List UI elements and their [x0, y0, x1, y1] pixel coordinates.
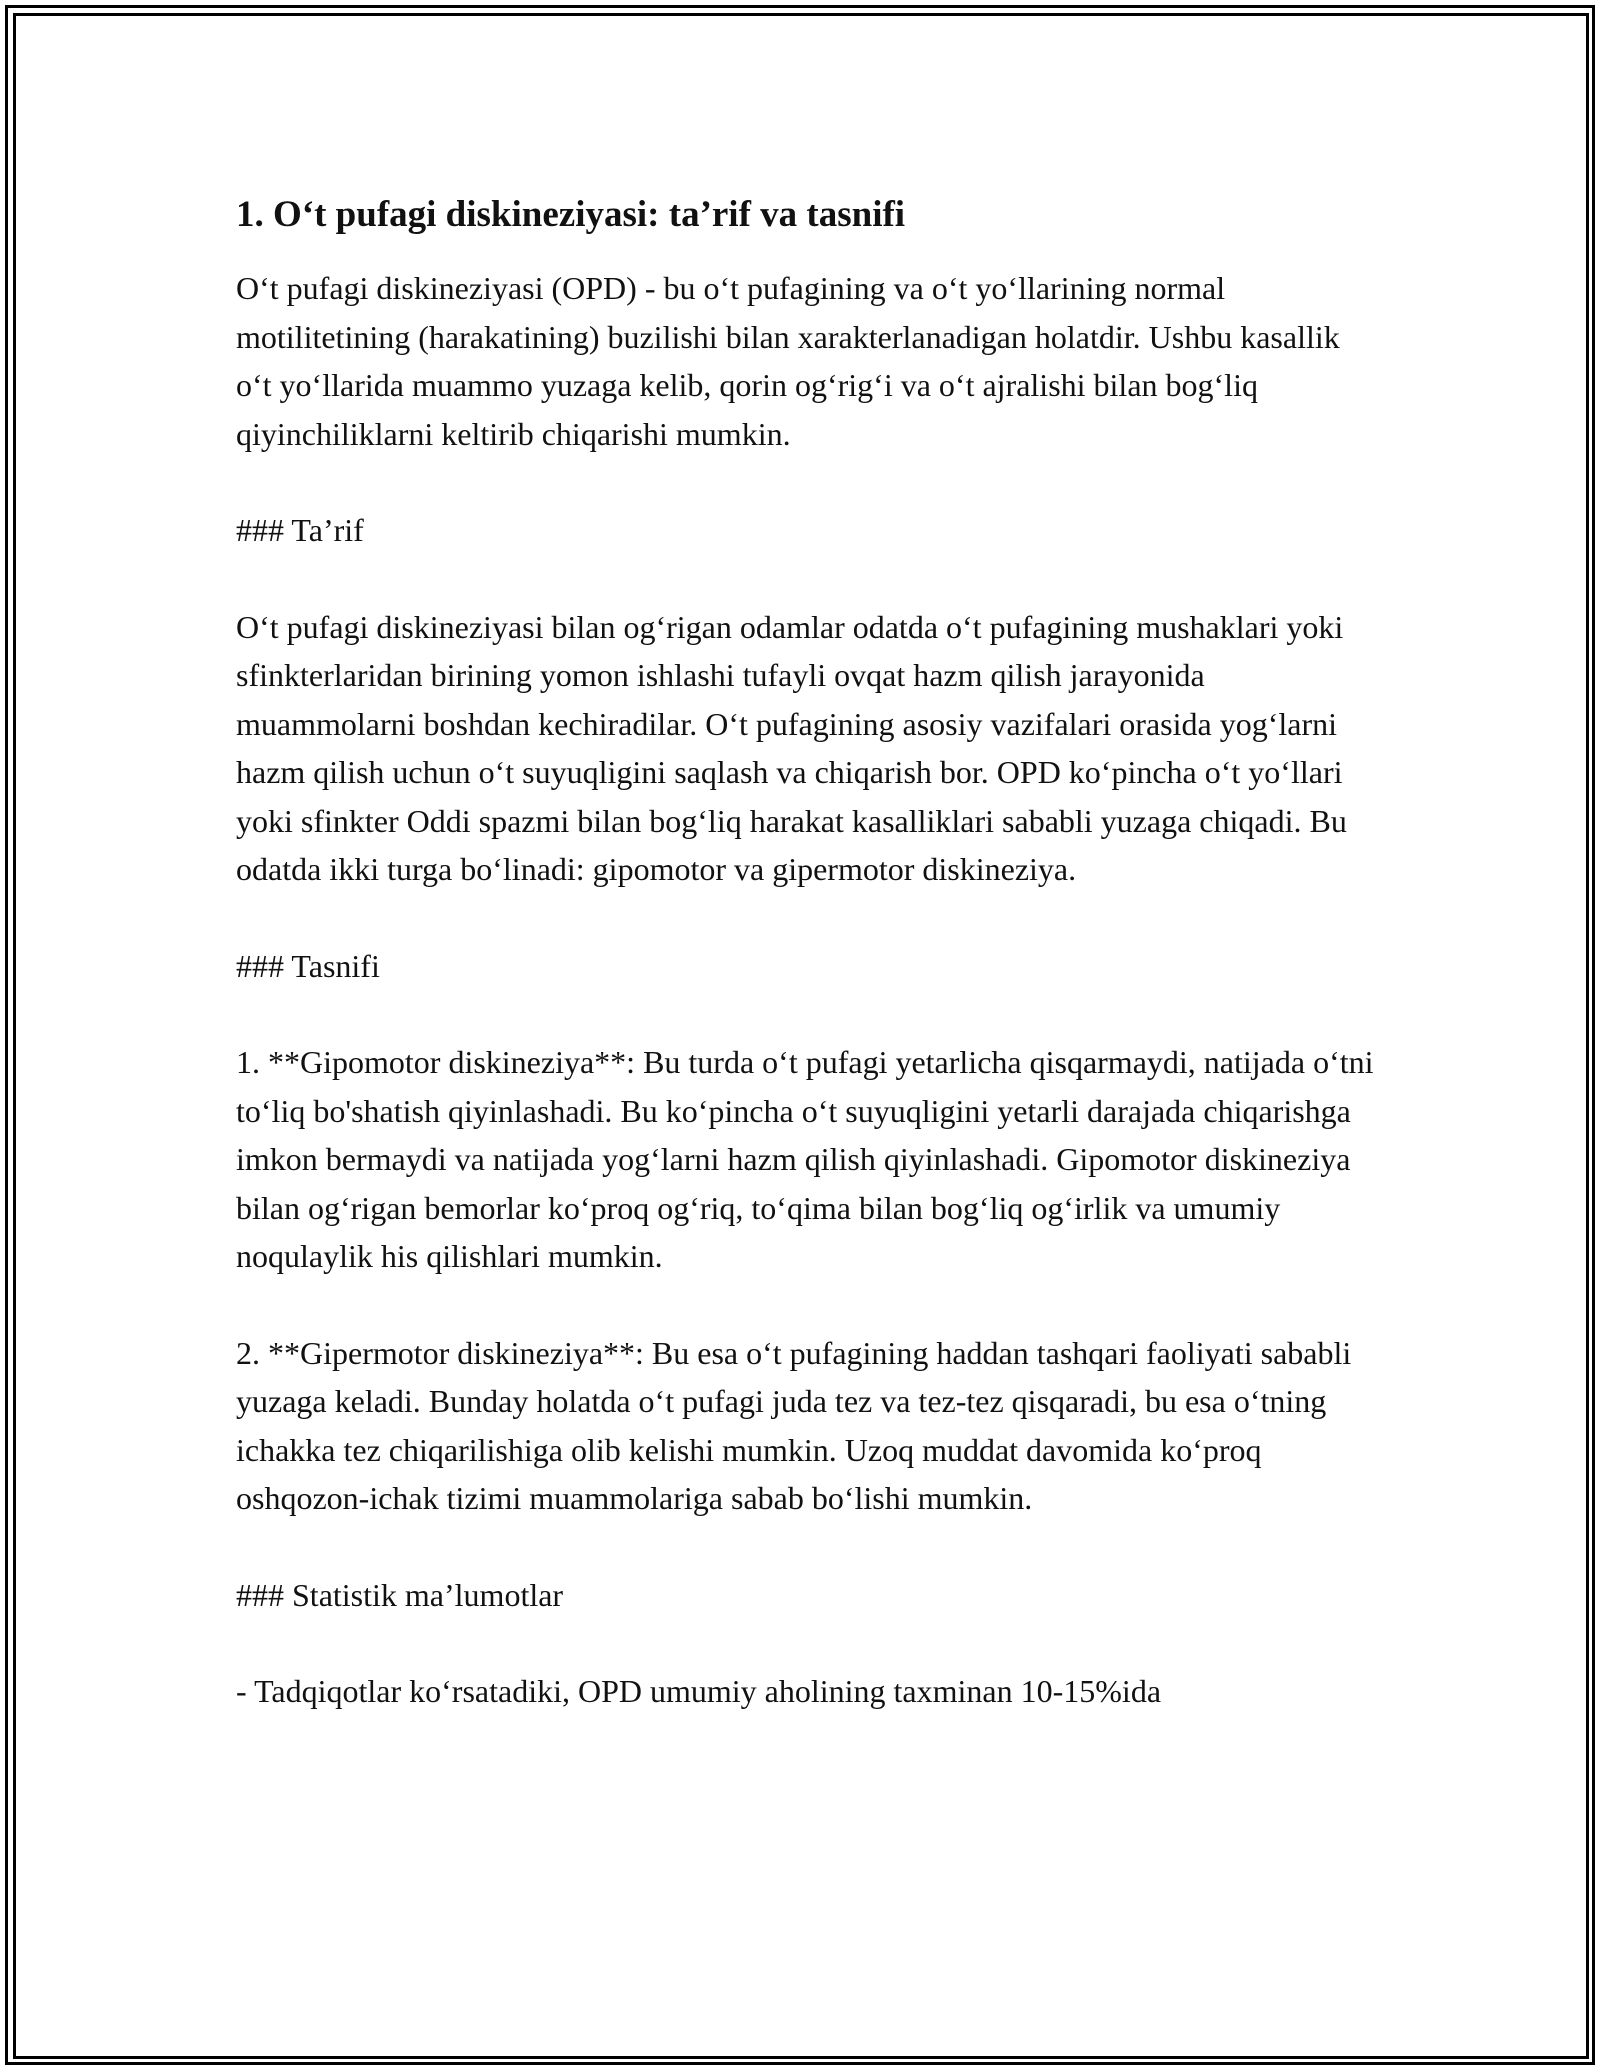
tarif-paragraph: O‘t pufagi diskineziyasi bilan og‘rigan odamlar odatda o‘t pufagining mushaklari yoki sfinkterlaridan birining yomon ishlashi tufayli ovqat hazm qilish jarayonida muammolarni boshdan kechiradilar. O‘t pufagining asosiy vazifalari orasida yog‘larni hazm qilish uchun o‘t suyuqligini saqlash va chiqarish bor. OPD ko‘pincha o‘t yo‘llari yoki sfinkter Oddi spazmi bilan bog‘liq harakat kasalliklari sababli yuzaga chiqadi. Bu odatda ikki turga bo‘linadi: gipomotor va gipermotor diskineziya. — [236, 608, 1347, 887]
heading-tarif: ### Ta’rif — [236, 512, 364, 548]
gipermotor-paragraph: 2. **Gipermotor diskineziya**: Bu esa o‘t pufagining haddan tashqari faoliyati sababli yuzaga keladi. Bunday holatda o‘t pufagi juda tez va tez-tez qisqaradi, bu esa o‘tning ichakka tez chiqarilishiga olib kelishi mumkin. Uzoq muddat davomida ko‘proq oshqozon-ichak tizimi muammolariga sabab bo‘lishi mumkin. — [236, 1334, 1352, 1516]
intro-paragraph: O‘t pufagi diskineziyasi (OPD) - bu o‘t pufagining va o‘t yo‘llarining normal motilitetining (harakatining) buzilishi bilan xarakterlanadigan holatdir. Ushbu kasallik o‘t yo‘llarida muammo yuzaga kelib, qorin og‘rig‘i va o‘t ajralishi bilan bog‘liq qiyinchiliklarni keltirib chiqarishi mumkin. — [236, 270, 1340, 452]
heading-statistik: ### Statistik ma’lumotlar — [236, 1576, 564, 1613]
document-title: 1. O‘t pufagi diskineziyasi: ta’rif va tasnifi — [236, 194, 906, 235]
gipomotor-paragraph: 1. **Gipomotor diskineziya**: Bu turda o‘t pufagi yetarlicha qisqarmaydi, natijada o‘tni to‘liq bo'shatish qiyinlashadi. Bu ko‘pincha o‘t suyuqligini yetarli darajada chiqarishga imkon bermaydi va natijada yog‘larni hazm qilish qiyinlashadi. Gipomotor diskineziya bilan og‘rigan bemorlar ko‘proq og‘riq, to‘qima bilan bog‘liq og‘irlik va umumiy noqulaylik his qilishlari mumkin. — [236, 1044, 1374, 1274]
statistik-bullet: - Tadqiqotlar ko‘rsatadiki, OPD umumiy aholining taxminan 10-15%ida — [236, 1673, 1162, 1709]
heading-tasnifi: ### Tasnifi — [236, 947, 380, 984]
document-body — [236, 188, 1376, 1764]
